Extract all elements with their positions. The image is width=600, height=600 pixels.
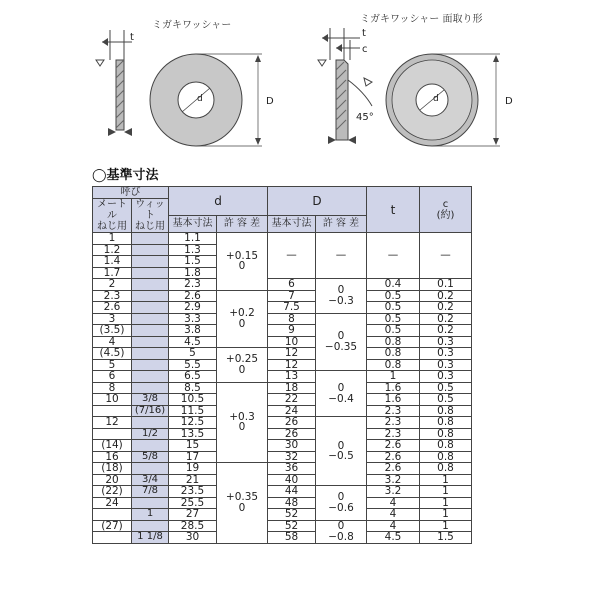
D-basic: 18 xyxy=(268,382,316,394)
table-row xyxy=(93,348,472,360)
D-basic: 26 xyxy=(268,417,316,429)
d-tol-minus: 0 xyxy=(238,363,246,376)
D-basic: 13 xyxy=(268,371,316,383)
d-basic: 19 xyxy=(169,463,217,475)
D-basic: 26 xyxy=(268,428,316,440)
metric-size: (22) xyxy=(93,486,132,498)
D-basic: 7.5 xyxy=(268,302,316,314)
whitworth-size xyxy=(132,371,169,383)
d-tolerance xyxy=(217,233,268,291)
d-basic: 11.5 xyxy=(169,405,217,417)
table-row xyxy=(93,451,472,463)
metric-size: 1.4 xyxy=(93,256,132,268)
section-title: ◯基準寸法 xyxy=(92,168,159,183)
thickness: 1 xyxy=(367,371,420,383)
metric-size: 10 xyxy=(93,394,132,406)
header-c: c (約) xyxy=(420,187,472,233)
header-yobi: 呼び xyxy=(93,187,169,199)
whitworth-size: (7/16) xyxy=(132,405,169,417)
whitworth-size xyxy=(132,267,169,279)
d-basic: 1.3 xyxy=(169,244,217,256)
D-basic: 32 xyxy=(268,451,316,463)
header-D-basic: 基本寸法 xyxy=(268,216,316,233)
metric-size xyxy=(93,532,132,544)
metric-size xyxy=(93,428,132,440)
d-tol-minus: 0 xyxy=(238,260,246,273)
washer-diagram xyxy=(0,0,600,160)
D-tolerance xyxy=(316,279,367,314)
chamfer: 0.8 xyxy=(420,440,472,452)
thickness: 0.5 xyxy=(367,313,420,325)
chamfer: 0.2 xyxy=(420,313,472,325)
d-basic: 4.5 xyxy=(169,336,217,348)
right-c-label: c xyxy=(362,44,368,55)
header-d-basic: 基本寸法 xyxy=(169,216,217,233)
chamfer: 1 xyxy=(420,486,472,498)
D-tol-minus: −0.35 xyxy=(324,340,358,353)
D-tol-minus: −0.5 xyxy=(328,450,354,462)
D-tol-plus: 0 xyxy=(337,439,345,452)
table-row xyxy=(93,486,472,498)
right-figure-caption: ミガキワッシャー 面取り形 xyxy=(360,14,483,25)
thickness: 0.8 xyxy=(367,336,420,348)
D-basic: 22 xyxy=(268,394,316,406)
chamfer: 0.1 xyxy=(420,279,472,291)
d-basic: 28.5 xyxy=(169,520,217,532)
metric-size: 2.6 xyxy=(93,302,132,314)
d-basic: 15 xyxy=(169,440,217,452)
chamfer: 0.2 xyxy=(420,302,472,314)
D-basic: 48 xyxy=(268,497,316,509)
D-basic: 36 xyxy=(268,463,316,475)
d-basic: 30 xyxy=(169,532,217,544)
thickness: 4 xyxy=(367,520,420,532)
chamfer: 0.3 xyxy=(420,348,472,360)
d-basic: 23.5 xyxy=(169,486,217,498)
D-tolerance xyxy=(316,417,367,486)
whitworth-size: 7/8 xyxy=(132,486,169,498)
D-basic: 6 xyxy=(268,279,316,291)
chamfer: 0.2 xyxy=(420,325,472,337)
table-row xyxy=(93,428,472,440)
chamfer: 0.3 xyxy=(420,336,472,348)
thickness: 1.6 xyxy=(367,394,420,406)
header-d: d xyxy=(169,187,268,216)
table-row xyxy=(93,520,472,532)
thickness: 0.8 xyxy=(367,359,420,371)
chamfer: 1 xyxy=(420,520,472,532)
header-d-tol: 許 容 差 xyxy=(217,216,268,233)
D-tol-plus: 0 xyxy=(337,382,345,394)
D-tolerance xyxy=(316,313,367,371)
thickness: 2.3 xyxy=(367,405,420,417)
table-row xyxy=(93,371,472,383)
whitworth-size xyxy=(132,279,169,291)
whitworth-size xyxy=(132,359,169,371)
left-d-label: d xyxy=(197,94,203,104)
header-metric: メートル ねじ用 xyxy=(93,199,132,233)
D-basic: 44 xyxy=(268,486,316,498)
thickness: 3.2 xyxy=(367,474,420,486)
table-row xyxy=(93,509,472,521)
whitworth-size: 3/4 xyxy=(132,474,169,486)
D-basic: 9 xyxy=(268,325,316,337)
d-tol-plus: +0.15 xyxy=(225,249,259,262)
chamfer: 1.5 xyxy=(420,532,472,544)
whitworth-size xyxy=(132,233,169,245)
d-basic: 27 xyxy=(169,509,217,521)
D-tol-na: — xyxy=(316,233,367,279)
metric-size xyxy=(93,405,132,417)
left-figure-caption: ミガキワッシャー xyxy=(152,20,232,31)
D-tol-plus: 0 xyxy=(337,491,345,504)
thickness: 2.3 xyxy=(367,417,420,429)
whitworth-size xyxy=(132,348,169,360)
right-t-label: t xyxy=(362,28,366,39)
metric-size xyxy=(93,509,132,521)
d-basic: 8.5 xyxy=(169,382,217,394)
D-basic-na: — xyxy=(268,233,316,279)
chamfer: 0.8 xyxy=(420,451,472,463)
D-basic: 12 xyxy=(268,359,316,371)
D-tol-minus: −0.4 xyxy=(328,392,354,405)
chamfer: 0.3 xyxy=(420,371,472,383)
chamfer: 0.2 xyxy=(420,290,472,302)
d-basic: 5.5 xyxy=(169,359,217,371)
table-row xyxy=(93,290,472,302)
table-row xyxy=(93,382,472,394)
thickness: 3.2 xyxy=(367,486,420,498)
d-tol-plus: +0.2 xyxy=(229,307,255,320)
d-tol-minus: 0 xyxy=(238,501,246,514)
d-tol-minus: 0 xyxy=(238,317,246,330)
d-basic: 12.5 xyxy=(169,417,217,429)
metric-size: 8 xyxy=(93,382,132,394)
whitworth-size xyxy=(132,520,169,532)
D-basic: 10 xyxy=(268,336,316,348)
D-basic: 12 xyxy=(268,348,316,360)
table-row xyxy=(93,313,472,325)
table-row xyxy=(93,474,472,486)
table-row xyxy=(93,440,472,452)
left-face-view xyxy=(150,54,262,146)
D-tolerance xyxy=(316,371,367,417)
dimension-table xyxy=(92,186,472,544)
thickness: 4.5 xyxy=(367,532,420,544)
table-row xyxy=(93,417,472,429)
D-tol-plus: 0 xyxy=(337,284,345,297)
d-basic: 2.3 xyxy=(169,279,217,291)
D-basic: 40 xyxy=(268,474,316,486)
thickness: 4 xyxy=(367,497,420,509)
D-tol-minus: −0.8 xyxy=(328,530,354,543)
d-basic: 10.5 xyxy=(169,394,217,406)
chamfer: 0.8 xyxy=(420,428,472,440)
d-basic: 2.9 xyxy=(169,302,217,314)
table-row xyxy=(93,279,472,291)
metric-size: 2.3 xyxy=(93,290,132,302)
metric-size: 20 xyxy=(93,474,132,486)
d-tol-plus: +0.35 xyxy=(225,491,259,504)
table-row xyxy=(93,405,472,417)
thickness: 0.4 xyxy=(367,279,420,291)
header-D: D xyxy=(268,187,367,216)
D-basic: 24 xyxy=(268,405,316,417)
D-basic: 30 xyxy=(268,440,316,452)
whitworth-size xyxy=(132,463,169,475)
thickness: 2.3 xyxy=(367,428,420,440)
thickness: 0.5 xyxy=(367,290,420,302)
metric-size: 5 xyxy=(93,359,132,371)
d-tolerance xyxy=(217,348,268,383)
angle-label: 45° xyxy=(356,112,374,123)
d-tolerance xyxy=(217,463,268,544)
metric-size: 3 xyxy=(93,313,132,325)
d-tol-plus: +0.3 xyxy=(229,410,255,423)
metric-size: 12 xyxy=(93,417,132,429)
whitworth-size: 1 xyxy=(132,509,169,521)
metric-size: 24 xyxy=(93,497,132,509)
metric-size: (14) xyxy=(93,440,132,452)
d-basic: 13.5 xyxy=(169,428,217,440)
whitworth-size xyxy=(132,440,169,452)
thickness: 1.6 xyxy=(367,382,420,394)
left-side-profile xyxy=(96,30,132,136)
d-basic: 1.5 xyxy=(169,256,217,268)
metric-size: 2 xyxy=(93,279,132,291)
whitworth-size xyxy=(132,244,169,256)
D-basic: 52 xyxy=(268,509,316,521)
table-row xyxy=(93,336,472,348)
d-basic: 21 xyxy=(169,474,217,486)
metric-size: (3.5) xyxy=(93,325,132,337)
metric-size: 1 xyxy=(93,233,132,245)
table-row xyxy=(93,325,472,337)
t-na: — xyxy=(367,233,420,279)
metric-size: 1.2 xyxy=(93,244,132,256)
header-D-tol: 許 容 差 xyxy=(316,216,367,233)
D-basic: 52 xyxy=(268,520,316,532)
table-body xyxy=(93,233,472,544)
chamfer: 0.8 xyxy=(420,405,472,417)
header-whitworth: ウィット ねじ用 xyxy=(132,199,169,233)
whitworth-size xyxy=(132,336,169,348)
d-basic: 3.3 xyxy=(169,313,217,325)
D-tolerance xyxy=(316,486,367,521)
metric-size: (18) xyxy=(93,463,132,475)
thickness: 2.6 xyxy=(367,440,420,452)
chamfer: 0.8 xyxy=(420,463,472,475)
D-basic: 8 xyxy=(268,313,316,325)
thickness: 2.6 xyxy=(367,463,420,475)
thickness: 0.8 xyxy=(367,348,420,360)
washer-drawings xyxy=(0,0,600,160)
D-tol-minus: −0.3 xyxy=(328,294,354,307)
metric-size: 16 xyxy=(93,451,132,463)
d-basic: 3.8 xyxy=(169,325,217,337)
d-tol-plus: +0.25 xyxy=(225,353,259,366)
whitworth-size xyxy=(132,497,169,509)
whitworth-size xyxy=(132,382,169,394)
thickness: 0.5 xyxy=(367,302,420,314)
table-row xyxy=(93,463,472,475)
left-t-label: t xyxy=(130,32,134,43)
table-row xyxy=(93,233,472,245)
chamfer: 0.3 xyxy=(420,359,472,371)
c-na: — xyxy=(420,233,472,279)
table-row xyxy=(93,394,472,406)
d-tolerance xyxy=(217,290,268,348)
D-basic: 58 xyxy=(268,532,316,544)
metric-size: 6 xyxy=(93,371,132,383)
D-basic: 7 xyxy=(268,290,316,302)
d-basic: 1.8 xyxy=(169,267,217,279)
whitworth-size xyxy=(132,313,169,325)
d-basic: 1.1 xyxy=(169,233,217,245)
metric-size: 4 xyxy=(93,336,132,348)
whitworth-size xyxy=(132,417,169,429)
thickness: 0.5 xyxy=(367,325,420,337)
d-tolerance xyxy=(217,382,268,463)
metric-size: 1.7 xyxy=(93,267,132,279)
D-tol-plus: 0 xyxy=(337,330,345,343)
chamfer: 0.5 xyxy=(420,382,472,394)
thickness: 4 xyxy=(367,509,420,521)
header-t: t xyxy=(367,187,420,233)
chamfer: 1 xyxy=(420,474,472,486)
table-row xyxy=(93,359,472,371)
whitworth-size: 1/2 xyxy=(132,428,169,440)
metric-size: (27) xyxy=(93,520,132,532)
table-row xyxy=(93,302,472,314)
whitworth-size xyxy=(132,290,169,302)
left-D-label: D xyxy=(266,96,274,107)
chamfer: 1 xyxy=(420,497,472,509)
table-row xyxy=(93,532,472,544)
d-tol-minus: 0 xyxy=(238,421,246,434)
thickness: 2.6 xyxy=(367,451,420,463)
chamfer: 1 xyxy=(420,509,472,521)
d-basic: 5 xyxy=(169,348,217,360)
chamfer: 0.5 xyxy=(420,394,472,406)
whitworth-size xyxy=(132,302,169,314)
d-basic: 17 xyxy=(169,451,217,463)
whitworth-size: 1 1/8 xyxy=(132,532,169,544)
metric-size: (4.5) xyxy=(93,348,132,360)
right-d-label: d xyxy=(433,94,439,104)
whitworth-size xyxy=(132,256,169,268)
D-tolerance xyxy=(316,520,367,543)
D-tol-plus: 0 xyxy=(337,520,345,532)
whitworth-size xyxy=(132,325,169,337)
d-basic: 25.5 xyxy=(169,497,217,509)
d-basic: 2.6 xyxy=(169,290,217,302)
right-D-label: D xyxy=(505,96,513,107)
chamfer: 0.8 xyxy=(420,417,472,429)
whitworth-size: 3/8 xyxy=(132,394,169,406)
D-tol-minus: −0.6 xyxy=(328,501,354,514)
right-face-view xyxy=(386,54,500,146)
d-basic: 6.5 xyxy=(169,371,217,383)
whitworth-size: 5/8 xyxy=(132,451,169,463)
table-row xyxy=(93,497,472,509)
